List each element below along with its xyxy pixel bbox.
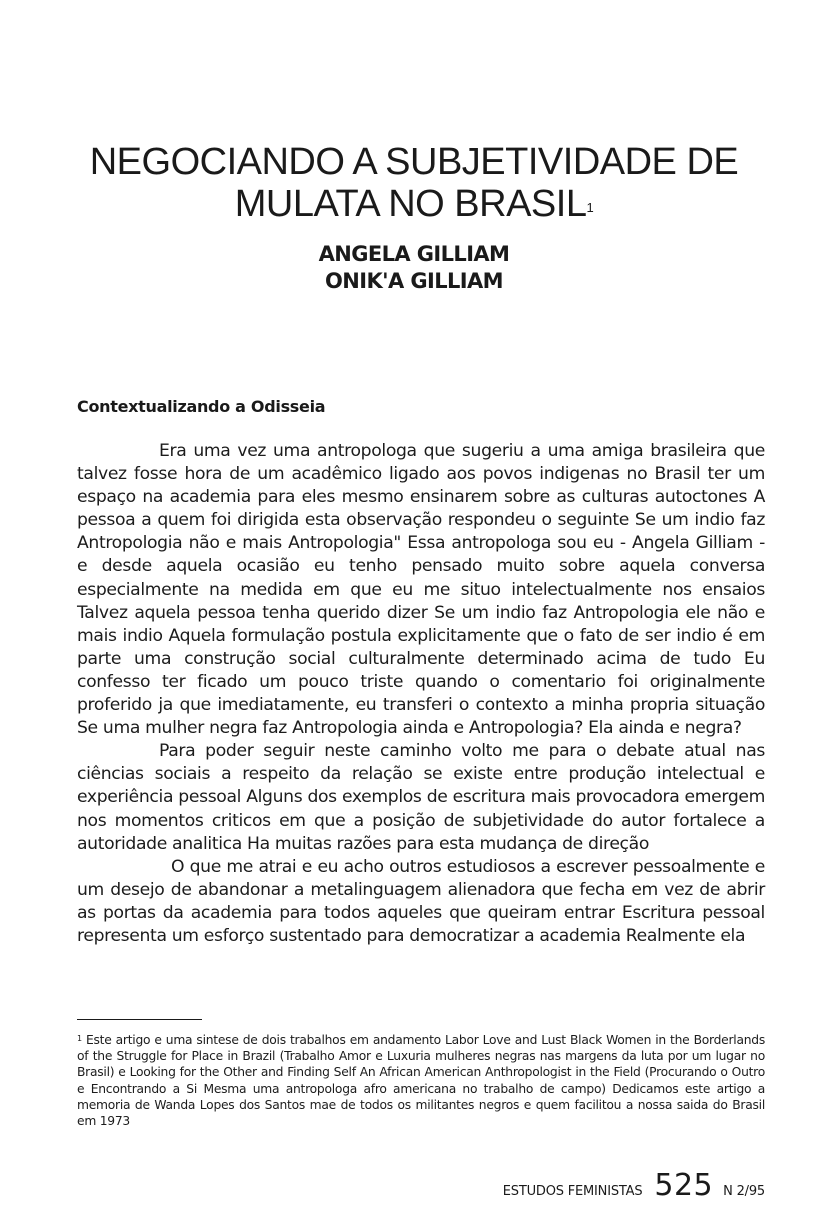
page-footer [503,1168,765,1203]
footnote [77,1032,765,1129]
body-paragraph: Para poder seguir neste caminho volto me para o debate atual nas ciências sociais a respeito da relação se existe entre produção intelectual e experiência pessoal Alguns dos exemplos de escritura mais provocadora emergem nos momentos criticos em que a posição de subjetividade do autor fortalece a autoridade analitica Ha muitas razões para esta mudança de direção [77,741,765,854]
issue-number: N 2/95 [723,1184,765,1199]
footnote-divider [77,1019,202,1020]
article-body [77,440,765,948]
body-paragraph: O que me atrai e eu acho outros estudiosos a escrever pessoalmente e um desejo de abandonar a metalinguagem alienadora que fecha em vez de abrir as portas da academia para todos aqueles que queiram entrar Escritura pessoal representa um esforço sustentado para democratizar a academia Realmente ela [77,856,765,946]
article-title-line-2: MULATA NO BRASIL$^1$ [234,183,594,225]
footnote-text: Este artigo e uma sintese de dois trabalhos em andamento Labor Love and Lust Black Women in the Borderlands of the Struggle for Place in Brazil (Trabalho Amor e Luxuria mulheres negras nas margens da luta por um lugar no Brasil) e Looking for the Other and Finding Self An African American Anthropologist in the Field (Procurando o Outro e Encontrando a Si Mesma uma antropologa afro americana no trabalho de campo) Dedicamos este artigo a memoria de Wanda Lopes dos Santos mae de todos os militantes negros e quem facilitou a nossa saida do Brasil em 1973 [77,1033,765,1129]
author-name: ANGELA GILLIAM [318,242,510,266]
footnote-marker: 1 [77,1034,82,1043]
section-heading: Contextualizando a Odisseia [77,397,326,416]
journal-name: ESTUDOS FEMINISTAS [502,1184,643,1199]
body-paragraph: Era uma vez uma antropologa que sugeriu a uma amiga brasileira que talvez fosse hora de um acadêmico ligado aos povos indigenas no Brasil ter um espaço na academia para eles mesmo ensinarem sobre as culturas autoctones A pessoa a quem foi dirigida esta observação respondeu o seguinte Se um indio faz Antropologia não e mais Antropologia" Essa antropologa sou eu - Angela Gilliam - e desde aquela ocasião eu tenho pensado muito sobre aquela conversa especialmente na medida em que eu me situo intelectualmente nos ensaios Talvez aquela pessoa tenha querido dizer Se um indio faz Antropologia ele não e mais indio Aquela formulação postula explicitamente que o fato de ser indio é em parte uma construção social culturalmente determinado acima de tudo Eu confesso ter ficado um pouco triste quando o comentario foi originalmente proferido ja que imediatamente, eu transferi o contexto a minha propria situação Se uma mulher negra faz Antropologia ainda e Antropologia? Ela ainda e negra? [77,441,765,739]
page-number: 525 [654,1168,714,1203]
author-name: ONIK'A GILLIAM [325,269,503,293]
article-title-line-1: NEGOCIANDO A SUBJETIVIDADE DE [89,141,739,183]
title-footnote-marker[interactable]: 1 [586,200,594,215]
